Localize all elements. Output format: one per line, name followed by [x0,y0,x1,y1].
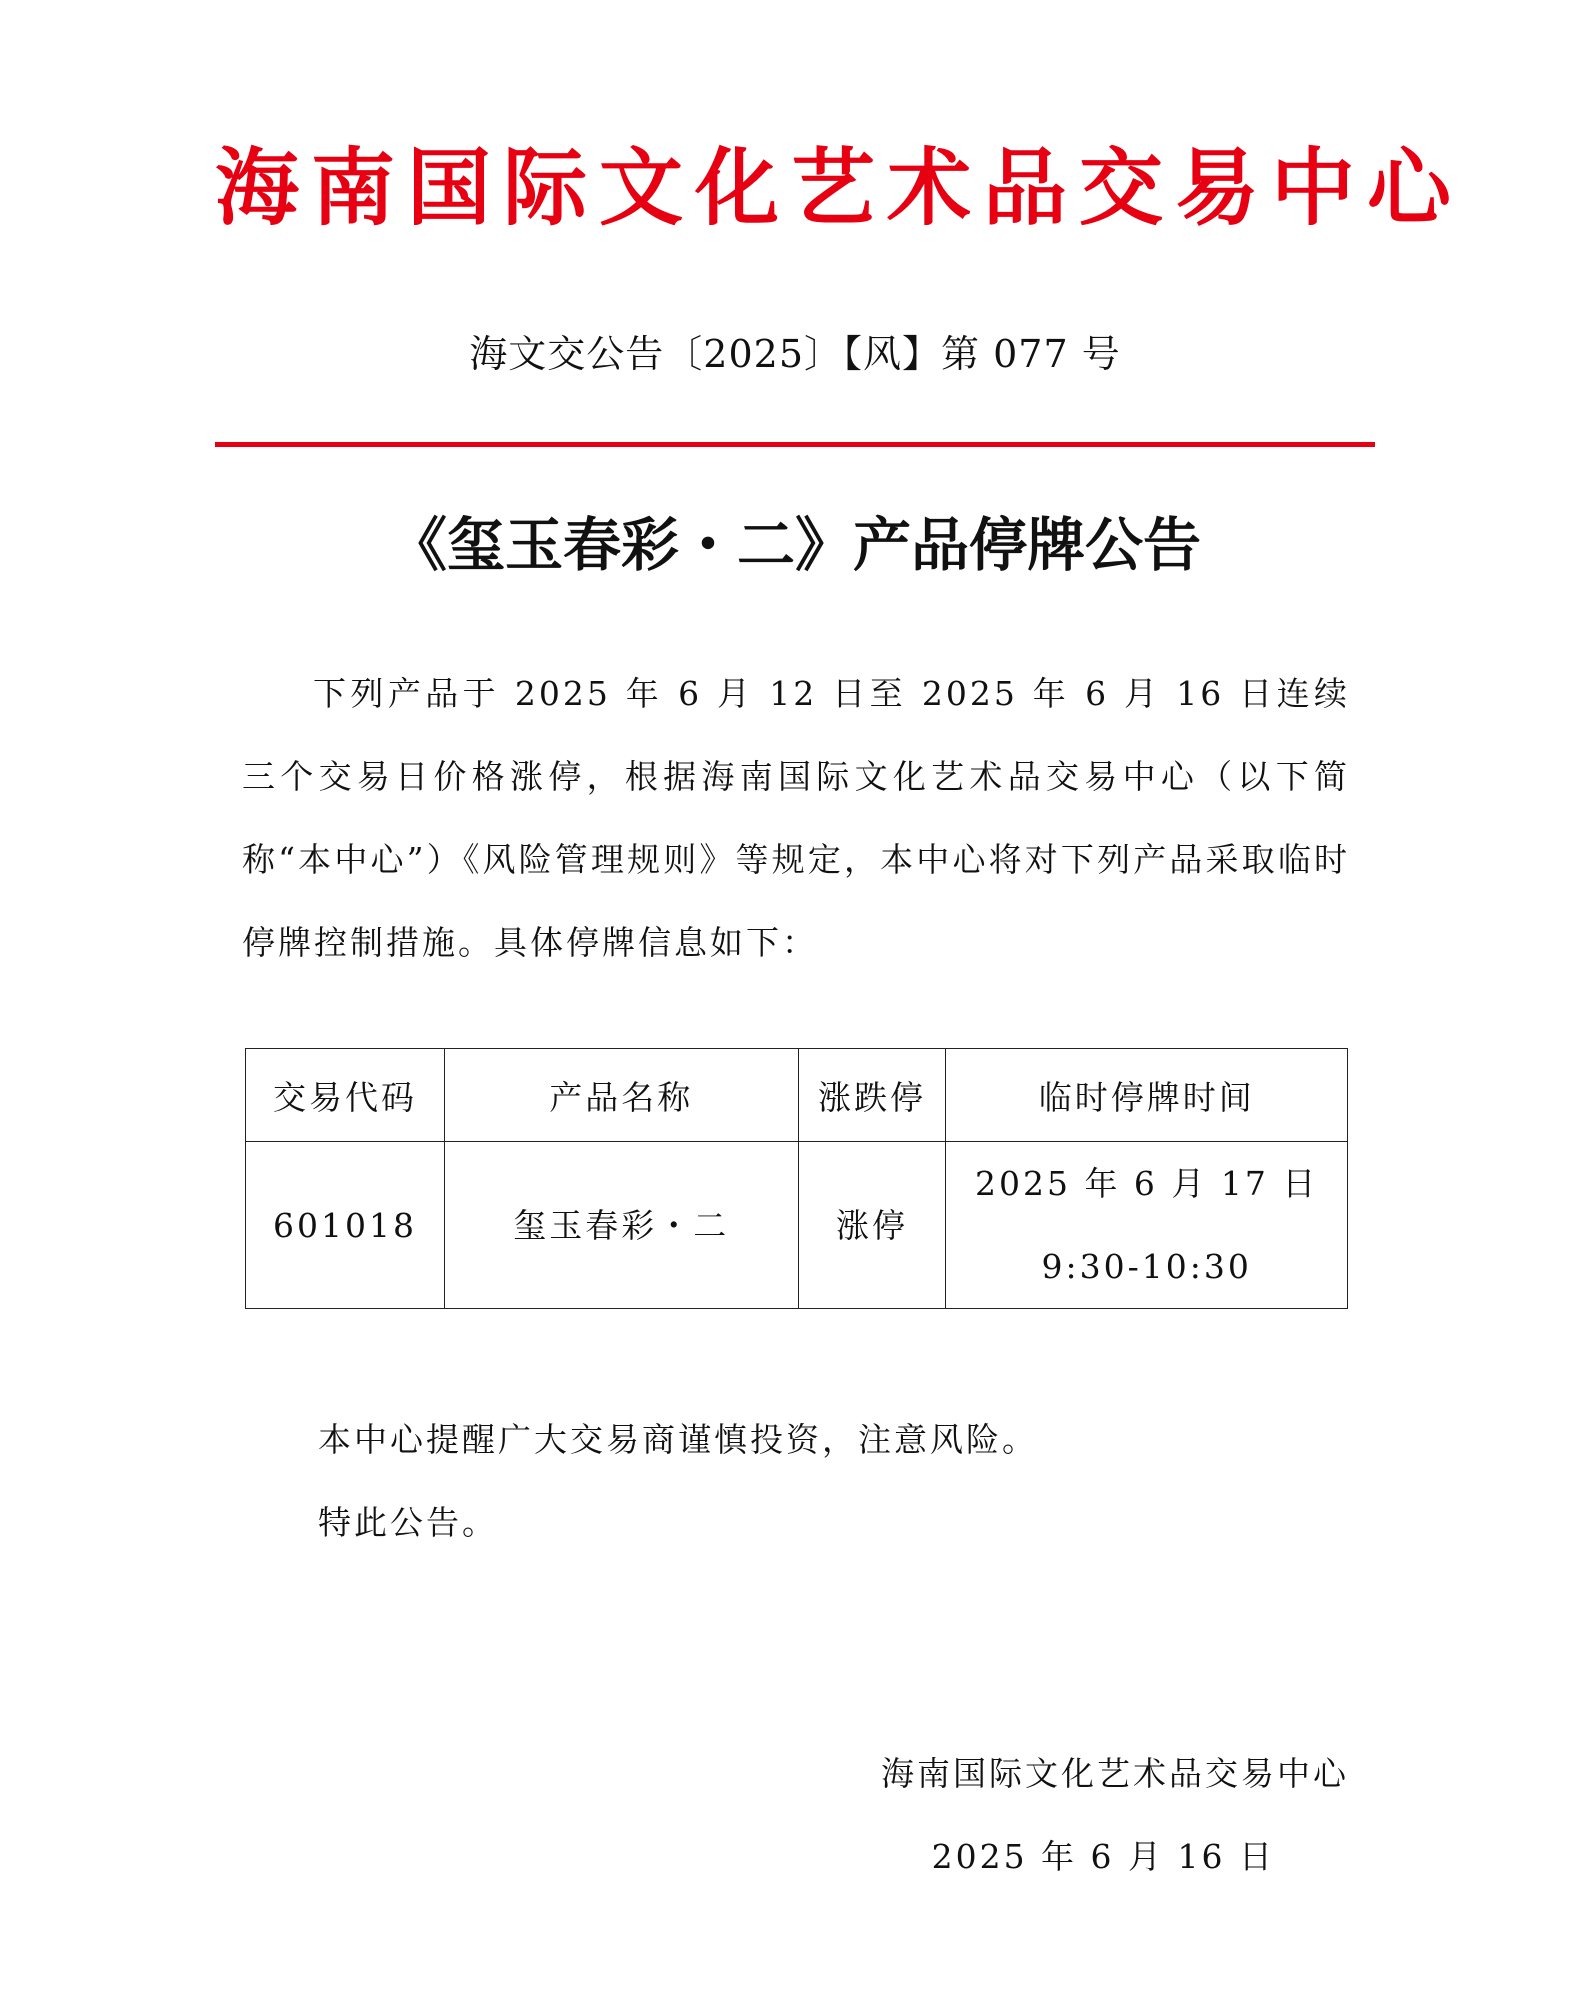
suspension-time-cell [946,1142,1348,1309]
table-header-cell: 涨跌停 [798,1049,946,1142]
product-name-cell: 玺玉春彩・二 [444,1142,798,1309]
red-divider-line [215,442,1375,447]
suspension-time-range: 9:30-10:30 [1041,1247,1252,1286]
document-number: 海文交公告〔2025〕【风】第 077 号 [469,332,1121,376]
body-paragraph: 下列产品于 2025 年 6 月 12 日至 2025 年 6 月 16 日连续三个交易日价格涨停，根据海南国际文化艺术品交易中心（以下简称“本中心”）《风险管理规则》等规定，本中心将对下列产品采取临时停牌控制措施。具体停牌信息如下： [242,674,1350,962]
table-header-row [246,1049,1348,1142]
trade-code-cell: 601018 [246,1142,445,1309]
risk-reminder: 本中心提醒广大交易商谨慎投资，注意风险。 [318,1420,1038,1459]
closing-statement: 特此公告。 [318,1503,498,1542]
announcement-title: 《玺玉春彩・二》产品停牌公告 [388,511,1201,579]
table-header-cell: 产品名称 [444,1049,798,1142]
suspension-date: 2025 年 6 月 17 日 [974,1164,1319,1203]
price-limit-cell: 涨停 [798,1142,946,1309]
organization-header: 海南国际文化艺术品交易中心 [215,138,1464,237]
signature-date: 2025 年 6 月 16 日 [931,1837,1275,1876]
suspension-info-table [245,1048,1348,1309]
signature-organization: 海南国际文化艺术品交易中心 [881,1754,1349,1793]
table-header-cell: 临时停牌时间 [946,1049,1348,1142]
table-header-cell: 交易代码 [246,1049,445,1142]
table-row [246,1142,1348,1309]
